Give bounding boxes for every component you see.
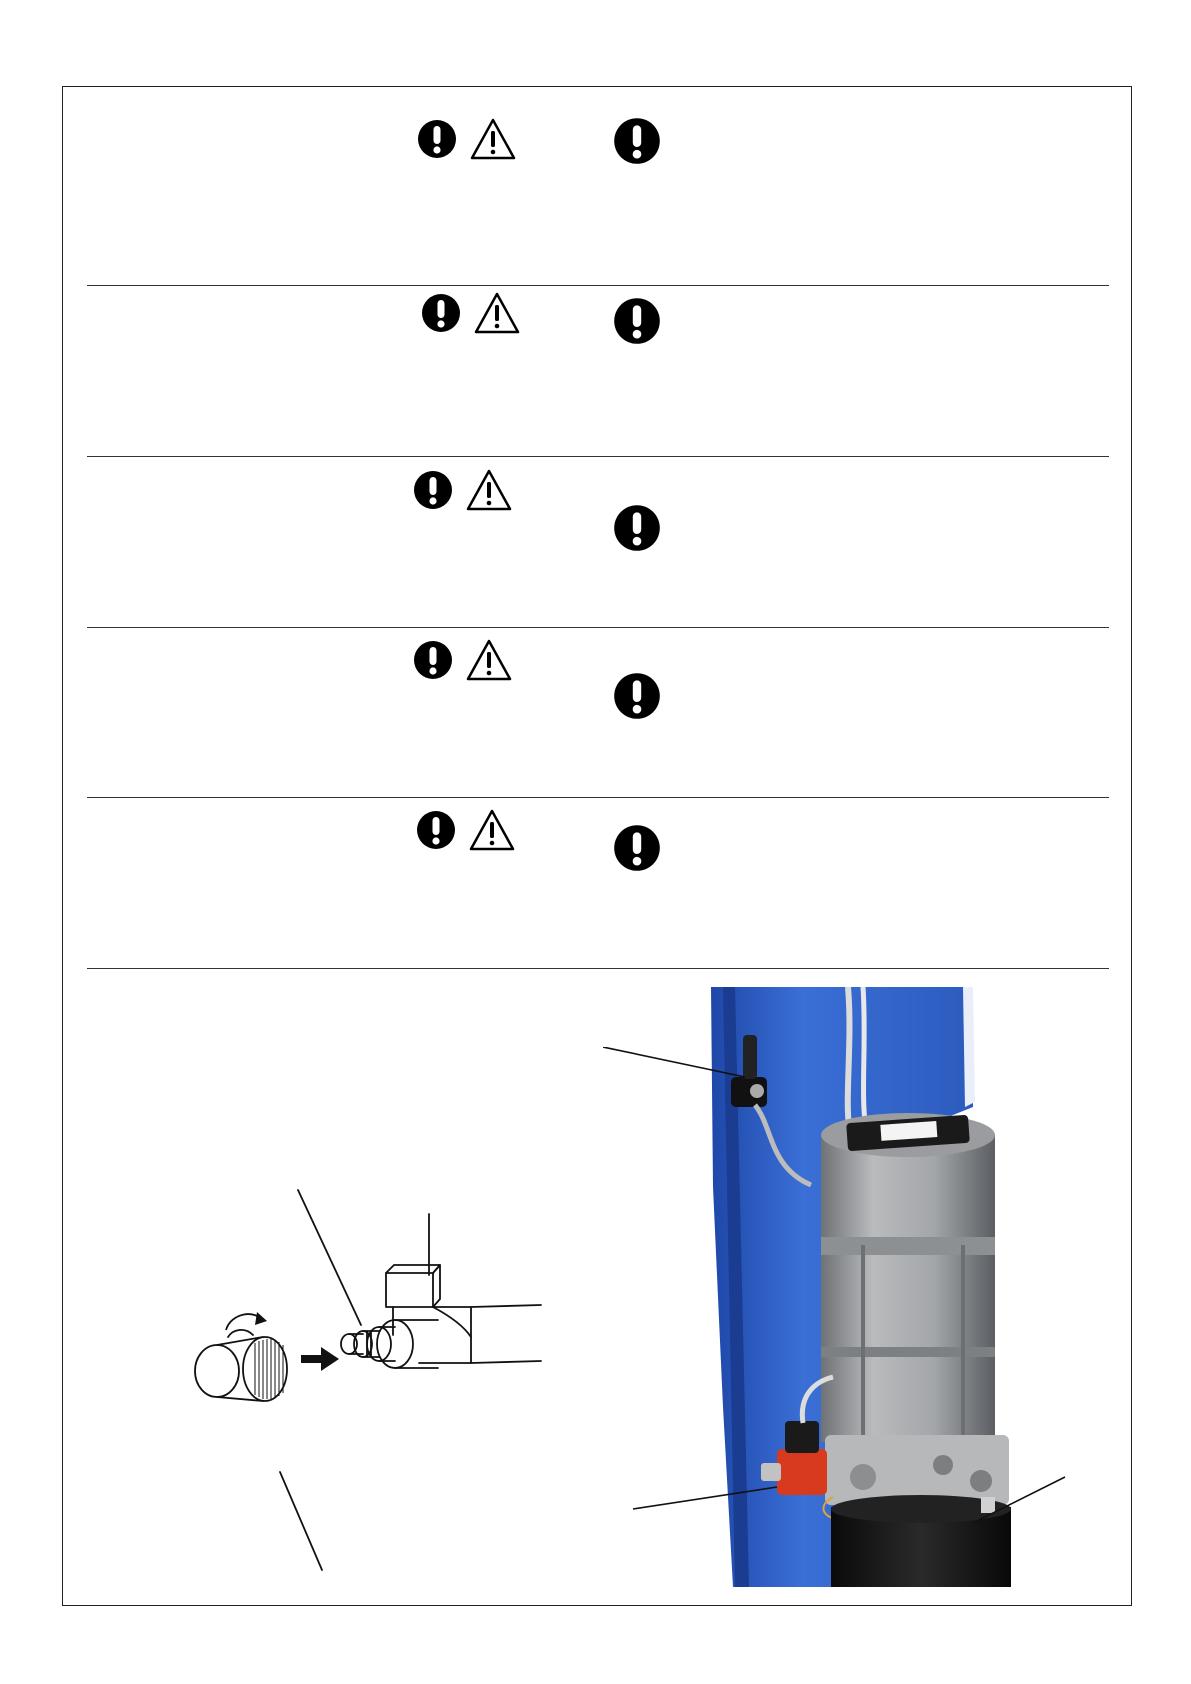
exclamation-disc-icon [613, 117, 661, 165]
section-divider [87, 968, 1109, 969]
exclamation-disc-icon [421, 293, 461, 333]
exclamation-disc-icon [417, 119, 457, 159]
exclamation-disc-icon [413, 470, 453, 510]
section-divider [87, 627, 1109, 628]
warning-triangle-icon [473, 291, 521, 335]
photo-leader-lines [603, 1047, 1191, 1627]
warning-triangle-icon [465, 638, 513, 682]
warning-triangle-icon [468, 808, 516, 852]
warning-triangle-icon [465, 468, 513, 512]
page-frame [62, 86, 1132, 1606]
warning-triangle-icon [469, 117, 517, 161]
exclamation-disc-icon [416, 810, 456, 850]
exclamation-disc-icon [613, 297, 661, 345]
exclamation-disc-icon [613, 672, 661, 720]
exclamation-disc-icon [413, 640, 453, 680]
exclamation-disc-icon [613, 504, 661, 552]
section-divider [87, 797, 1109, 798]
section-divider [87, 285, 1109, 286]
exclamation-disc-icon [613, 824, 661, 872]
section-divider [87, 456, 1109, 457]
valve-connector-drawing [133, 1187, 553, 1582]
